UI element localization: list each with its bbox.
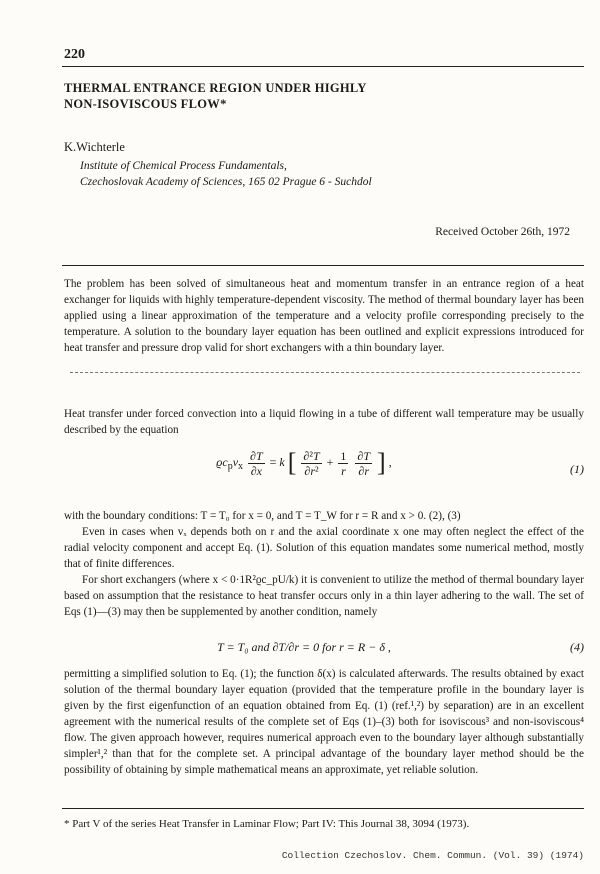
abstract-top-rule <box>62 265 584 266</box>
footnote-rule <box>62 808 584 809</box>
equation-4-number: (4) <box>570 640 584 654</box>
abstract: The problem has been solved of simultaneous heat and momentum transfer in an entrance region of a heat exchanger for liquids with highly temperature-dependent viscosity. The method of thermal boundary layer has been applied using a linear approximation of the temperature and a velocity profile corresponding precisely to the temperature. A solution to the boundary layer equation has been outlined and explicit expressions introduced for heat transfer and pressure drop valid for short exchangers with a thin boundary layer. <box>64 278 584 354</box>
affiliation-line-1: Institute of Chemical Process Fundamentals, <box>80 160 287 172</box>
header-rule <box>62 66 584 67</box>
equation-1 <box>64 448 584 496</box>
journal-footer: Collection Czechoslov. Chem. Commun. (Vol. 39) (1974) <box>281 850 584 861</box>
equation-1-number: (1) <box>570 462 584 476</box>
title-line-1: THERMAL ENTRANCE REGION UNDER HIGHLY <box>64 81 367 95</box>
abstract-bottom-rule <box>70 372 580 373</box>
paragraph-short-exchangers: For short exchangers (where x < 0·1R²ϱc_pU/k) it is convenient to utilize the method of thermal boundary layer based on assumption that the resistance to heat transfer occurs only in a thin layer adhering to the wall. The set of Eqs (1)—(3) may then be supplemented by another condition, namely <box>64 574 584 618</box>
page-number: 220 <box>64 47 85 62</box>
paragraph-radial-velocity: Even in cases when vₓ depends both on r and the axial coordinate x one may often neglect the effect of the radial velocity component and accept Eq. (1). Solution of this equation mandates some numerical method, mostly that of finite differences. <box>64 526 584 570</box>
paragraph-results: permitting a simplified solution to Eq. (1); the function δ(x) is calculated afterwards. The results obtained by exact solution of the thermal boundary layer equation (provided that the temperature profile in the boundary layer is given by the first eigenfunction of an equation obtained from Eq. (1) (ref.¹,²) by separation) are in an excellent agreement with the numerical results of the complete set of Eqs (1)–(3) both for isoviscous³ and non-isoviscous⁴ flow. The given approach however, requires numerical approach even to the boundary layer although substantially simpler¹,² than that for the complete set. A principal advantage of the boundary layer method should be the possibility of obtaining by simple mathematical means an approximate, yet reliable solution. <box>64 668 584 776</box>
article-title <box>64 80 367 112</box>
paragraph-boundary-conditions: with the boundary conditions: T = T₀ for x = 0, and T = T_W for r = R and x > 0. (2), (3) <box>64 510 461 522</box>
title-line-2: NON-ISOVISCOUS FLOW* <box>64 97 227 111</box>
affiliation <box>80 158 372 190</box>
equation-4 <box>64 640 584 660</box>
affiliation-line-2: Czechoslovak Academy of Sciences, 165 02 Prague 6 - Suchdol <box>80 176 372 188</box>
paragraph-intro: Heat transfer under forced convection into a liquid flowing in a tube of different wall temperature may be usually described by the equation <box>64 408 584 436</box>
footnote: * Part V of the series Heat Transfer in Laminar Flow; Part IV: This Journal 38, 3094 (1973). <box>64 818 470 830</box>
equation-1-body: $ϱc_pv_x$ $\frac{\partial T}{\partial x}$ = k [ $\frac{\text{∂²T}}{\text{∂r²}}$ + $\frac{1}{r}$ $\frac{\partial T}{\partial r}$ ] , <box>216 448 392 478</box>
received-date: Received October 26th, 1972 <box>435 226 570 238</box>
author-name: K.Wichterle <box>64 140 125 154</box>
equation-4-body: T = T₀ and ∂T/∂r = 0 for r = R − δ , <box>217 640 391 654</box>
